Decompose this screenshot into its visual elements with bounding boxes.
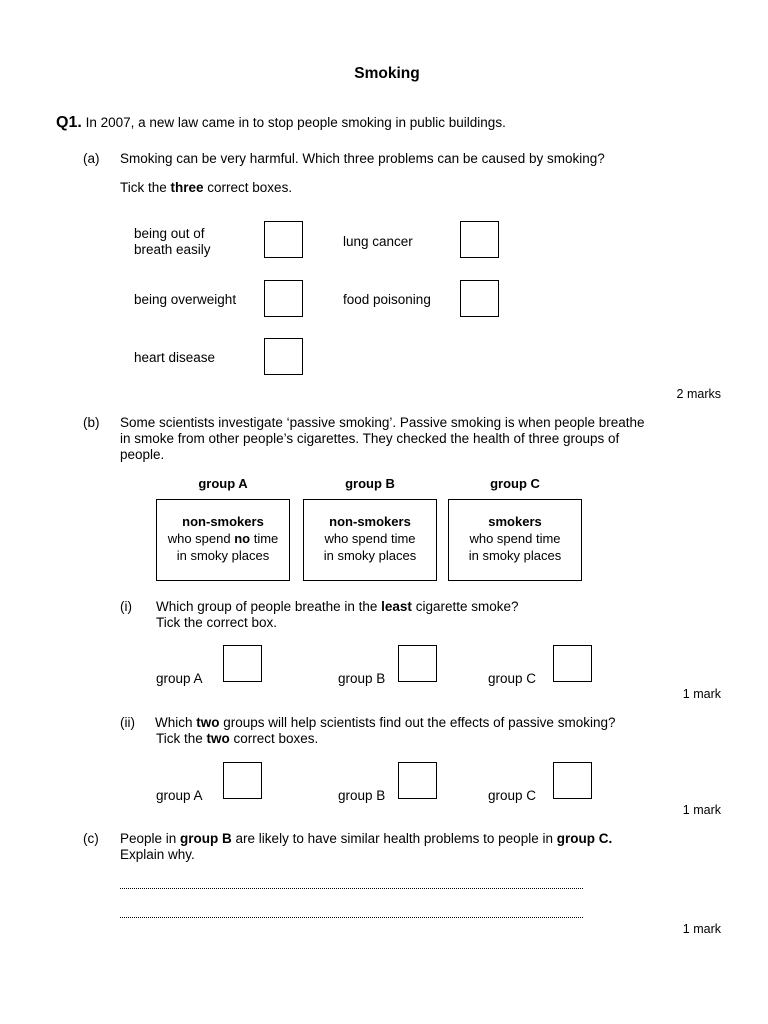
- option-food-poisoning-label: food poisoning: [343, 292, 431, 307]
- part-c-question: People in group B are likely to have similar health problems to people in group C. Explain why.: [120, 831, 613, 862]
- checkbox-overweight[interactable]: [264, 280, 303, 317]
- sub-i-choice-b-label: group B: [338, 671, 386, 686]
- sub-i-checkbox-group-a[interactable]: [223, 645, 262, 682]
- question-1-header: [56, 115, 506, 131]
- group-a-card: non-smokers who spend no time in smoky places: [156, 499, 290, 581]
- answer-line-1[interactable]: [120, 888, 583, 889]
- option-overweight-label: being overweight: [134, 292, 237, 307]
- sub-ii-question: Which two groups will help scientists find out the effects of passive smoking? Tick the two correct boxes.: [155, 715, 616, 746]
- checkbox-breath[interactable]: [264, 221, 303, 258]
- sub-ii-choice-b-label: group B: [338, 788, 386, 803]
- group-c-heading: group C: [490, 476, 540, 491]
- part-a-instruction: Tick the three correct boxes.: [120, 180, 293, 195]
- sub-ii-choice-c-label: group C: [488, 788, 537, 803]
- group-b-card: non-smokers who spend time in smoky places: [303, 499, 437, 581]
- part-b-text: Some scientists investigate ‘passive smoking’. Passive smoking is when people breathe in smoke from other people’s cigarettes. They checked the health of three groups of people.: [120, 415, 645, 462]
- checkbox-lung-cancer[interactable]: [460, 221, 499, 258]
- page-title: Smoking: [354, 65, 420, 82]
- sub-i-question: Which group of people breathe in the least cigarette smoke? Tick the correct box.: [156, 599, 519, 630]
- answer-line-2[interactable]: [120, 917, 583, 918]
- part-c-label: (c): [83, 831, 99, 846]
- sub-i-choice-c-label: group C: [488, 671, 537, 686]
- sub-ii-marks: 1 mark: [682, 803, 721, 817]
- sub-ii-choice-a-label: group A: [156, 788, 203, 803]
- option-breath-label: being out of breath easily: [134, 226, 211, 257]
- sub-i-checkbox-group-c[interactable]: [553, 645, 592, 682]
- question-number: Q1.: [56, 114, 82, 131]
- sub-i-marks: 1 mark: [682, 687, 721, 701]
- group-b-heading: group B: [345, 476, 395, 491]
- group-c-card: smokers who spend time in smoky places: [448, 499, 582, 581]
- part-a-marks: 2 marks: [676, 387, 721, 401]
- question-intro: In 2007, a new law came in to stop people smoking in public buildings.: [85, 115, 506, 130]
- part-a-label: (a): [83, 151, 100, 166]
- option-heart-disease-label: heart disease: [134, 350, 216, 365]
- sub-ii-checkbox-group-c[interactable]: [553, 762, 592, 799]
- part-b-label: (b): [83, 415, 100, 430]
- sub-ii-checkbox-group-b[interactable]: [398, 762, 437, 799]
- sub-i-choice-a-label: group A: [156, 671, 203, 686]
- sub-i-checkbox-group-b[interactable]: [398, 645, 437, 682]
- checkbox-food-poisoning[interactable]: [460, 280, 499, 317]
- part-c-marks: 1 mark: [682, 922, 721, 936]
- option-lung-cancer-label: lung cancer: [343, 234, 413, 249]
- checkbox-heart-disease[interactable]: [264, 338, 303, 375]
- sub-ii-checkbox-group-a[interactable]: [223, 762, 262, 799]
- sub-ii-label: (ii): [120, 715, 135, 730]
- group-a-heading: group A: [198, 476, 248, 491]
- sub-i-label: (i): [120, 599, 132, 614]
- part-a-question: Smoking can be very harmful. Which three problems can be caused by smoking?: [120, 151, 605, 166]
